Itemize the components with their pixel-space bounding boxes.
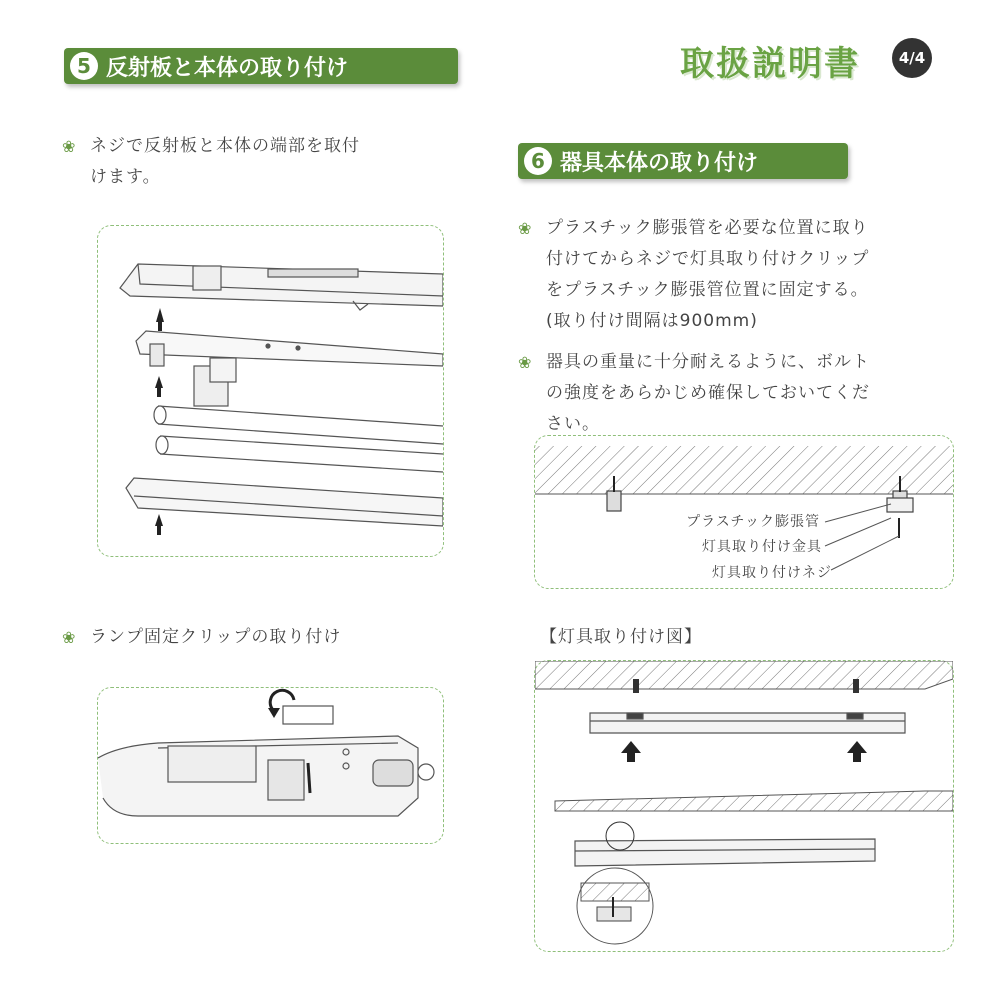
page-number-badge: 4/4: [892, 38, 932, 78]
bullet-line: けます。: [90, 167, 161, 187]
up-arrow-icon: [621, 741, 867, 762]
lamp-clip-figure: [97, 687, 444, 844]
bullet-line: をプラスチック膨張管位置に固定する。: [546, 280, 869, 300]
bullet-line: の強度をあらかじめ確保しておいてくだ: [546, 383, 870, 403]
section-5-number: 5: [70, 52, 98, 80]
section-5-bullet-1: [62, 131, 360, 193]
reflector-assembly-diagram: [98, 226, 443, 556]
section-5-header: [64, 48, 458, 84]
flower-icon: ❀: [518, 353, 533, 372]
bullet-line: ネジで反射板と本体の端部を取付: [90, 136, 360, 156]
flower-icon: ❀: [518, 219, 533, 238]
section-6-bullet-2: [518, 347, 870, 440]
bullet-text: ランプ固定クリップの取り付け: [90, 627, 342, 647]
mounting-diagram: [535, 661, 953, 951]
flower-icon: ❀: [62, 137, 77, 156]
section-6-title: 器具本体の取り付け: [560, 150, 759, 176]
section-5-bullet-2: [62, 622, 341, 653]
callout-expansion-tube: プラスチック膨張管: [686, 514, 820, 530]
bullet-line: 付けてからネジで灯具取り付けクリップ: [546, 249, 870, 269]
flower-icon: ❀: [62, 628, 77, 647]
mounting-figure: [534, 660, 954, 952]
bullet-line: 器具の重量に十分耐えるように、ボルト: [546, 352, 870, 372]
reflector-assembly-figure: [97, 225, 444, 557]
section-6-bullet-1: [518, 213, 869, 337]
lamp-clip-diagram: [98, 688, 443, 843]
figure-caption: 【灯具取り付け図】: [540, 627, 702, 647]
bullet-line: プラスチック膨張管を必要な位置に取り: [546, 218, 869, 238]
document-title: 取扱説明書: [680, 44, 860, 84]
section-6-number: 6: [524, 147, 552, 175]
bullet-line: (取り付け間隔は900mm): [546, 311, 758, 331]
bullet-line: さい。: [546, 414, 600, 434]
section-6-header: [518, 143, 848, 179]
section-5-title: 反射板と本体の取り付け: [106, 55, 349, 81]
callout-mounting-screw: 灯具取り付けネジ: [712, 565, 832, 581]
callout-mounting-bracket: 灯具取り付け金具: [702, 539, 822, 555]
